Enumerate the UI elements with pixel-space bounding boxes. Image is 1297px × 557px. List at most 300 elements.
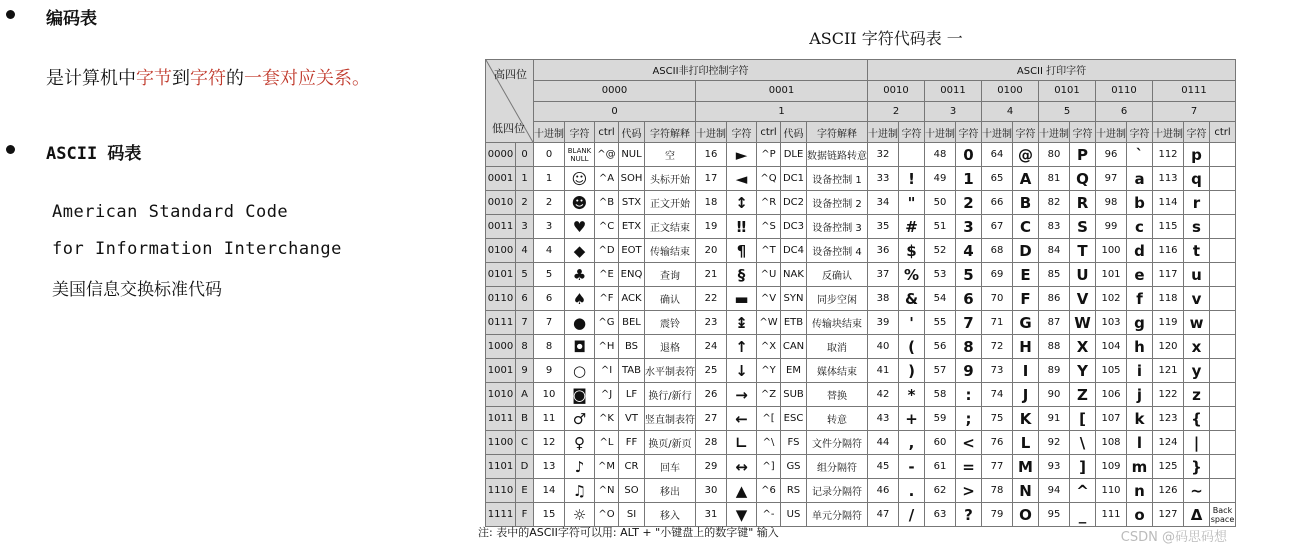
table-row [486,383,1236,407]
char-cell: q [1184,167,1210,191]
char-cell: T [1070,239,1096,263]
decimal-cell: 79 [982,503,1013,527]
char-cell: r [1184,191,1210,215]
low-bits-hex: 9 [516,359,534,383]
decimal-cell: 104 [1096,335,1127,359]
corner-low-label: 低四位 [492,122,525,135]
control-cell: ^L [595,431,619,455]
control-cell: ↓ [727,359,757,383]
control-cell: § [727,263,757,287]
char-cell: W [1070,311,1096,335]
decimal-cell: 43 [868,407,899,431]
control-cell: ▬ [727,287,757,311]
bullet-icon [6,145,15,154]
char-cell: h [1127,335,1153,359]
control-cell: ☺ [565,167,595,191]
char-cell: . [899,479,925,503]
control-cell: ♂ [565,407,595,431]
char-cell: ; [956,407,982,431]
control-cell: ◄ [727,167,757,191]
ctrl-cell [1210,455,1236,479]
control-cell: DLE [781,143,807,167]
control-cell: DC2 [781,191,807,215]
control-cell: ↔ [727,455,757,479]
sub-header: ctrl [1210,122,1236,143]
control-cell: CR [619,455,645,479]
decimal-cell: 40 [868,335,899,359]
decimal-cell: 118 [1153,287,1184,311]
control-cell: ^C [595,215,619,239]
decimal-cell: 77 [982,455,1013,479]
char-cell: d [1127,239,1153,263]
low-bits-binary: 1100 [486,431,516,455]
decimal-cell: 93 [1039,455,1070,479]
low-bits-hex: F [516,503,534,527]
table-row [486,431,1236,455]
control-cell: 移入 [645,503,696,527]
char-cell: V [1070,287,1096,311]
control-cell: 18 [696,191,727,215]
decimal-cell: 97 [1096,167,1127,191]
char-cell: K [1013,407,1039,431]
control-cell: 2 [534,191,565,215]
control-cell: ↨ [727,311,757,335]
char-cell: 3 [956,215,982,239]
control-cell: ^U [757,263,781,287]
high-bits-binary: 0111 [1153,80,1236,101]
control-cell: 13 [534,455,565,479]
control-cell: ^Y [757,359,781,383]
control-cell: FF [619,431,645,455]
decimal-cell: 36 [868,239,899,263]
char-cell: Q [1070,167,1096,191]
char-cell: 2 [956,191,982,215]
table-note: 注: 表中的ASCII字符可以用: ALT + "小键盘上的数字键" 输入 [478,526,779,539]
control-cell: ^] [757,455,781,479]
char-cell: U [1070,263,1096,287]
control-cell: EM [781,359,807,383]
low-bits-binary: 0111 [486,311,516,335]
control-cell: 19 [696,215,727,239]
control-cell: 媒体结束 [807,359,868,383]
ctrl-cell [1210,383,1236,407]
control-cell: CAN [781,335,807,359]
control-cell: ▲ [727,479,757,503]
high-bits-decimal: 1 [696,101,868,122]
low-bits-hex: 4 [516,239,534,263]
decimal-cell: 89 [1039,359,1070,383]
low-bits-hex: 7 [516,311,534,335]
control-cell: 14 [534,479,565,503]
control-cell: ↕ [727,191,757,215]
low-bits-binary: 0101 [486,263,516,287]
control-cell: RS [781,479,807,503]
sub-header: 十进制 [1153,122,1184,143]
decimal-cell: 110 [1096,479,1127,503]
decimal-cell: 62 [925,479,956,503]
control-cell: ▼ [727,503,757,527]
control-cell: ◘ [565,335,595,359]
control-cell: 21 [696,263,727,287]
low-bits-hex: A [516,383,534,407]
decimal-cell: 103 [1096,311,1127,335]
ascii-line-2: for Information Interchange [52,239,342,259]
control-cell: ^I [595,359,619,383]
char-cell: b [1127,191,1153,215]
group-header-printable: ASCII 打印字符 [868,60,1236,81]
table-row [486,263,1236,287]
char-cell: Y [1070,359,1096,383]
control-cell: 头标开始 [645,167,696,191]
control-cell: ♀ [565,431,595,455]
decimal-cell: 127 [1153,503,1184,527]
char-cell: ' [899,311,925,335]
decimal-cell: 61 [925,455,956,479]
char-cell: P [1070,143,1096,167]
char-cell: s [1184,215,1210,239]
control-cell: ∟ [727,431,757,455]
char-cell: z [1184,383,1210,407]
decimal-cell: 74 [982,383,1013,407]
decimal-cell: 126 [1153,479,1184,503]
char-cell: ^ [1070,479,1096,503]
control-cell: 回车 [645,455,696,479]
heading-encoding-table: 编码表 [46,9,97,29]
low-bits-hex: B [516,407,534,431]
sub-header: 十进制 [1039,122,1070,143]
control-cell: 震铃 [645,311,696,335]
sub-header: 十进制 [925,122,956,143]
high-bits-decimal: 6 [1096,101,1153,122]
control-cell: 30 [696,479,727,503]
control-cell: SO [619,479,645,503]
decimal-cell: 65 [982,167,1013,191]
control-cell: 转意 [807,407,868,431]
control-cell: ^P [757,143,781,167]
char-cell: ) [899,359,925,383]
char-cell: v [1184,287,1210,311]
control-cell: → [727,383,757,407]
control-cell: 设备控制 4 [807,239,868,263]
control-cell: 文件分隔符 [807,431,868,455]
control-cell: ◙ [565,383,595,407]
control-cell: 单元分隔符 [807,503,868,527]
control-cell: 数据链路转意 [807,143,868,167]
decimal-cell: 114 [1153,191,1184,215]
decimal-cell: 58 [925,383,956,407]
char-cell: @ [1013,143,1039,167]
decimal-cell: 76 [982,431,1013,455]
char-cell: w [1184,311,1210,335]
decimal-cell: 51 [925,215,956,239]
control-cell: ^[ [757,407,781,431]
decimal-cell: 70 [982,287,1013,311]
control-cell: ↑ [727,335,757,359]
decimal-cell: 105 [1096,359,1127,383]
high-bits-binary: 0011 [925,80,982,101]
control-cell: 传输块结束 [807,311,868,335]
low-bits-hex: C [516,431,534,455]
control-cell: SOH [619,167,645,191]
control-cell: 0 [534,143,565,167]
decimal-cell: 69 [982,263,1013,287]
char-cell: ` [1127,143,1153,167]
table-row [486,191,1236,215]
decimal-cell: 42 [868,383,899,407]
low-bits-binary: 0000 [486,143,516,167]
high-bits-decimal: 4 [982,101,1039,122]
control-cell: 5 [534,263,565,287]
control-cell: ESC [781,407,807,431]
control-cell: 12 [534,431,565,455]
high-bits-decimal: 2 [868,101,925,122]
decimal-cell: 49 [925,167,956,191]
char-cell: C [1013,215,1039,239]
char-cell: ~ [1184,479,1210,503]
control-cell: ♫ [565,479,595,503]
definition-text: 是计算机中字节到字符的一套对应关系。 [46,68,370,89]
sub-header: ctrl [595,122,619,143]
control-cell: LF [619,383,645,407]
control-cell: 空 [645,143,696,167]
control-cell: 6 [534,287,565,311]
sub-header: 字符 [727,122,757,143]
control-cell: 竖直制表符 [645,407,696,431]
control-cell: 10 [534,383,565,407]
low-bits-binary: 1010 [486,383,516,407]
control-cell: ^T [757,239,781,263]
group-header-control: ASCII非打印控制字符 [534,60,868,81]
high-bits-decimal: 3 [925,101,982,122]
decimal-cell: 81 [1039,167,1070,191]
control-cell: 换页/新页 [645,431,696,455]
ctrl-cell [1210,359,1236,383]
decimal-cell: 106 [1096,383,1127,407]
decimal-cell: 115 [1153,215,1184,239]
left-panel [0,0,470,557]
decimal-cell: 37 [868,263,899,287]
table-row [486,311,1236,335]
decimal-cell: 96 [1096,143,1127,167]
decimal-cell: 112 [1153,143,1184,167]
decimal-cell: 66 [982,191,1013,215]
char-cell: a [1127,167,1153,191]
control-cell: STX [619,191,645,215]
control-cell: 正文开始 [645,191,696,215]
control-cell: 传输结束 [645,239,696,263]
char-cell: { [1184,407,1210,431]
char-cell: m [1127,455,1153,479]
char-cell: # [899,215,925,239]
ctrl-cell [1210,479,1236,503]
control-cell: BEL [619,311,645,335]
char-cell: 1 [956,167,982,191]
char-cell: < [956,431,982,455]
char-cell: > [956,479,982,503]
decimal-cell: 33 [868,167,899,191]
decimal-cell: 102 [1096,287,1127,311]
decimal-cell: 121 [1153,359,1184,383]
control-cell: ACK [619,287,645,311]
decimal-cell: 38 [868,287,899,311]
low-bits-binary: 0010 [486,191,516,215]
decimal-cell: 85 [1039,263,1070,287]
control-cell: 替换 [807,383,868,407]
control-cell: GS [781,455,807,479]
decimal-cell: 57 [925,359,956,383]
table-row [486,287,1236,311]
control-cell: 20 [696,239,727,263]
decimal-cell: 111 [1096,503,1127,527]
low-bits-hex: 5 [516,263,534,287]
control-cell: SYN [781,287,807,311]
decimal-cell: 53 [925,263,956,287]
decimal-cell: 52 [925,239,956,263]
char-cell [899,143,925,167]
char-cell: y [1184,359,1210,383]
table-row [486,239,1236,263]
high-bits-binary: 0001 [696,80,868,101]
control-cell: ← [727,407,757,431]
control-cell: ^V [757,287,781,311]
control-cell: ^A [595,167,619,191]
decimal-cell: 64 [982,143,1013,167]
ctrl-cell [1210,407,1236,431]
char-cell: : [956,383,982,407]
sub-header: 字符 [1070,122,1096,143]
control-cell: DC3 [781,215,807,239]
table-row [486,359,1236,383]
char-cell: & [899,287,925,311]
decimal-cell: 68 [982,239,1013,263]
decimal-cell: 90 [1039,383,1070,407]
control-cell: ♠ [565,287,595,311]
char-cell: f [1127,287,1153,311]
char-cell: x [1184,335,1210,359]
sub-header: 字符 [1127,122,1153,143]
char-cell: R [1070,191,1096,215]
control-cell: 25 [696,359,727,383]
decimal-cell: 123 [1153,407,1184,431]
high-bits-decimal: 0 [534,101,696,122]
char-cell: } [1184,455,1210,479]
control-cell: 31 [696,503,727,527]
control-cell: VT [619,407,645,431]
char-cell: \ [1070,431,1096,455]
sub-header: ctrl [757,122,781,143]
char-cell: = [956,455,982,479]
char-cell: 4 [956,239,982,263]
control-cell: ^O [595,503,619,527]
control-cell: ¶ [727,239,757,263]
ctrl-cell [1210,239,1236,263]
control-cell: 7 [534,311,565,335]
char-cell: j [1127,383,1153,407]
char-cell: 9 [956,359,982,383]
decimal-cell: 101 [1096,263,1127,287]
decimal-cell: 32 [868,143,899,167]
decimal-cell: 75 [982,407,1013,431]
control-cell: ☼ [565,503,595,527]
decimal-cell: 125 [1153,455,1184,479]
char-cell: e [1127,263,1153,287]
decimal-cell: 91 [1039,407,1070,431]
control-cell: 27 [696,407,727,431]
ascii-table [485,59,1236,527]
char-cell: ! [899,167,925,191]
decimal-cell: 107 [1096,407,1127,431]
control-cell: 3 [534,215,565,239]
sub-header: 字符 [1184,122,1210,143]
char-cell: ] [1070,455,1096,479]
low-bits-binary: 1000 [486,335,516,359]
high-bits-binary: 0101 [1039,80,1096,101]
control-cell: SUB [781,383,807,407]
decimal-cell: 50 [925,191,956,215]
sub-header: 字符 [899,122,925,143]
char-cell: S [1070,215,1096,239]
char-cell: " [899,191,925,215]
control-cell: 23 [696,311,727,335]
control-cell: TAB [619,359,645,383]
control-cell: 15 [534,503,565,527]
control-cell: SI [619,503,645,527]
control-cell: ^6 [757,479,781,503]
control-cell: DC1 [781,167,807,191]
low-bits-hex: 2 [516,191,534,215]
char-cell: k [1127,407,1153,431]
decimal-cell: 87 [1039,311,1070,335]
control-cell: 11 [534,407,565,431]
char-cell: G [1013,311,1039,335]
char-cell: n [1127,479,1153,503]
control-cell: 28 [696,431,727,455]
ctrl-cell [1210,335,1236,359]
decimal-cell: 100 [1096,239,1127,263]
control-cell: BLANK NULL [565,143,595,167]
control-cell: ^R [757,191,781,215]
char-cell: * [899,383,925,407]
control-cell: BS [619,335,645,359]
control-cell: 1 [534,167,565,191]
control-cell: 换行/新行 [645,383,696,407]
control-cell: ● [565,311,595,335]
ascii-line-1: American Standard Code [52,202,289,222]
control-cell: ► [727,143,757,167]
char-cell: , [899,431,925,455]
decimal-cell: 116 [1153,239,1184,263]
watermark: CSDN @码思码想 [1120,530,1227,545]
low-bits-binary: 0011 [486,215,516,239]
control-cell: ENQ [619,263,645,287]
control-cell: 26 [696,383,727,407]
char-cell: 0 [956,143,982,167]
control-cell: ^E [595,263,619,287]
low-bits-hex: E [516,479,534,503]
ascii-line-3: 美国信息交换标准代码 [52,280,222,300]
sub-header: 字符解释 [807,122,868,143]
ctrl-cell [1210,431,1236,455]
control-cell: 设备控制 1 [807,167,868,191]
bullet-icon [6,10,15,19]
low-bits-hex: 0 [516,143,534,167]
char-cell: O [1013,503,1039,527]
low-bits-binary: 0110 [486,287,516,311]
control-cell: ^B [595,191,619,215]
char-cell: | [1184,431,1210,455]
corner-high-label: 高四位 [494,68,527,81]
table-row [486,335,1236,359]
